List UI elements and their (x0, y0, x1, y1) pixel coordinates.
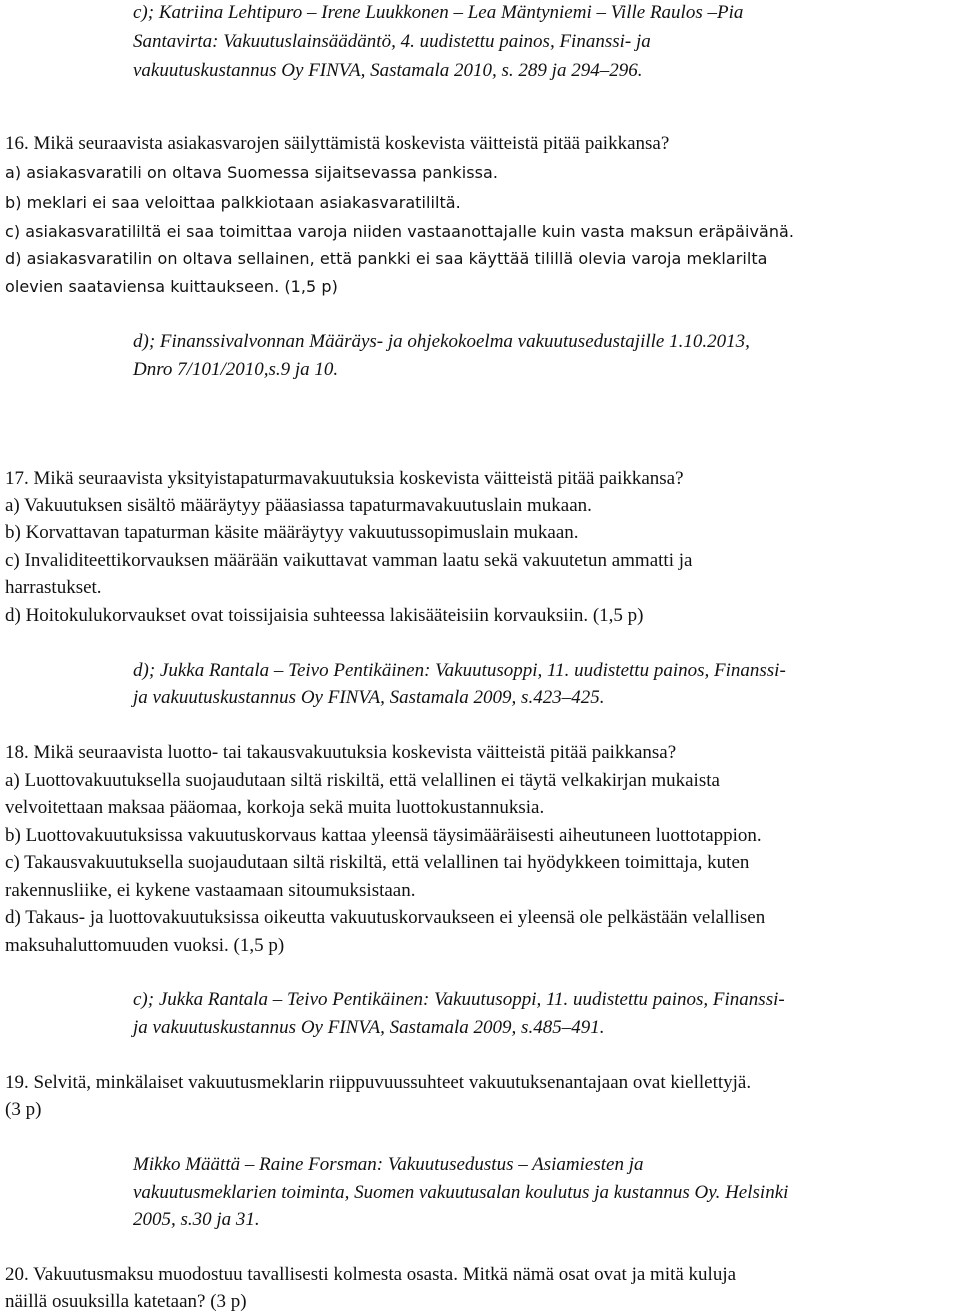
question-18-option-a-line-2: velvoitettaan maksaa pääomaa, korkoja sekä muita luottokustannuksia. (5, 797, 545, 818)
question-20-title-line-2: näillä osuuksilla katetaan? (3 p) (5, 1291, 247, 1312)
question-17-option-c-line-1: c) Invaliditeettikorvauksen määrään vaikuttavat vamman laatu sekä vakuutetun ammatti ja (5, 550, 693, 571)
question-19-title-line-1: 19. Selvitä, minkälaiset vakuutusmeklarin riippuvuussuhteet vakuutuksenantajaan ovat kiellettyjä. (5, 1072, 752, 1093)
question-16-title: 16. Mikä seuraavista asiakasvarojen säilyttämistä koskevista väitteistä pitää paikkansa? (5, 133, 670, 154)
question-18-option-b: b) Luottovakuutuksissa vakuutuskorvaus kattaa yleensä täysimääräisesti aiheutuneen luottotappion. (5, 825, 762, 846)
question-17-option-a: a) Vakuutuksen sisältö määräytyy pääasiassa tapaturmavakuutuslain mukaan. (5, 495, 592, 516)
question-17-option-c-line-2: harrastukset. (5, 577, 102, 598)
question-16-option-a: a) asiakasvaratili on oltava Suomessa sijaitsevassa pankissa. (5, 163, 498, 182)
question-17-reference-line-2: ja vakuutuskustannus Oy FINVA, Sastamala 2009, s.423–425. (133, 687, 605, 708)
question-19-reference-line-2: vakuutusmeklarien toiminta, Suomen vakuutusalan koulutus ja kustannus Oy. Helsinki (133, 1182, 789, 1203)
question-16-reference-line-1: d); Finanssivalvonnan Määräys- ja ohjekokoelma vakuutusedustajille 1.10.2013, (133, 331, 750, 352)
question-17-reference-line-1: d); Jukka Rantala – Teivo Pentikäinen: Vakuutusoppi, 11. uudistettu painos, Finanssi- (133, 660, 786, 681)
question-18-reference-line-1: c); Jukka Rantala – Teivo Pentikäinen: Vakuutusoppi, 11. uudistettu painos, Finanssi- (133, 989, 785, 1010)
reference-15-line-1: c); Katriina Lehtipuro – Irene Luukkonen – Lea Mäntyniemi – Ville Raulos –Pia (133, 2, 744, 23)
question-18-option-c-line-2: rakennusliike, ei kykene vastaamaan sitoumuksistaan. (5, 880, 416, 901)
question-18-title: 18. Mikä seuraavista luotto- tai takausvakuutuksia koskevista väitteistä pitää paikkansa? (5, 742, 677, 763)
question-16-option-c: c) asiakasvaratililtä ei saa toimittaa varoja niiden vastaanottajalle kuin vasta maksun eräpäivänä. (5, 222, 795, 241)
question-18-option-d-line-1: d) Takaus- ja luottovakuutuksissa oikeutta vakuutuskorvaukseen ei yleensä ole pelkästään velallisen (5, 907, 766, 928)
question-17-option-d: d) Hoitokulukorvaukset ovat toissijaisia suhteessa lakisääteisiin korvauksiin. (1,5 p) (5, 605, 644, 626)
question-18-reference-line-2: ja vakuutuskustannus Oy FINVA, Sastamala 2009, s.485–491. (133, 1017, 605, 1038)
reference-15-line-3: vakuutuskustannus Oy FINVA, Sastamala 2010, s. 289 ja 294–296. (133, 60, 643, 81)
question-17-option-b: b) Korvattavan tapaturman käsite määräytyy vakuutussopimuslain mukaan. (5, 522, 579, 543)
reference-15-line-2: Santavirta: Vakuutuslainsäädäntö, 4. uudistettu painos, Finanssi- ja (133, 31, 651, 52)
question-19-title-line-2: (3 p) (5, 1099, 42, 1120)
question-16-option-d-line-1: d) asiakasvaratilin on oltava sellainen, että pankki ei saa käyttää tilillä olevia varoja meklarilta (5, 249, 768, 268)
question-18-option-c-line-1: c) Takausvakuutuksella suojaudutaan siltä riskiltä, että velallinen tai hyödykkeen toimittaja, kuten (5, 852, 750, 873)
question-18-option-a-line-1: a) Luottovakuutuksella suojaudutaan siltä riskiltä, että velallinen ei täytä velkakirjan mukaista (5, 770, 720, 791)
question-19-reference-line-1: Mikko Määttä – Raine Forsman: Vakuutusedustus – Asiamiesten ja (133, 1154, 644, 1175)
question-16-reference-line-2: Dnro 7/101/2010,s.9 ja 10. (133, 359, 339, 380)
question-20-title-line-1: 20. Vakuutusmaksu muodostuu tavallisesti kolmesta osasta. Mitkä nämä osat ovat ja mitä kuluja (5, 1264, 737, 1285)
question-17-title: 17. Mikä seuraavista yksityistapaturmavakuutuksia koskevista väitteistä pitää paikkansa? (5, 468, 684, 489)
question-19-reference-line-3: 2005, s.30 ja 31. (133, 1209, 260, 1230)
question-16-option-d-line-2: olevien saataviensa kuittaukseen. (1,5 p) (5, 277, 338, 296)
question-18-option-d-line-2: maksuhaluttomuuden vuoksi. (1,5 p) (5, 935, 285, 956)
question-16-option-b: b) meklari ei saa veloittaa palkkiotaan asiakasvaratililtä. (5, 193, 461, 212)
